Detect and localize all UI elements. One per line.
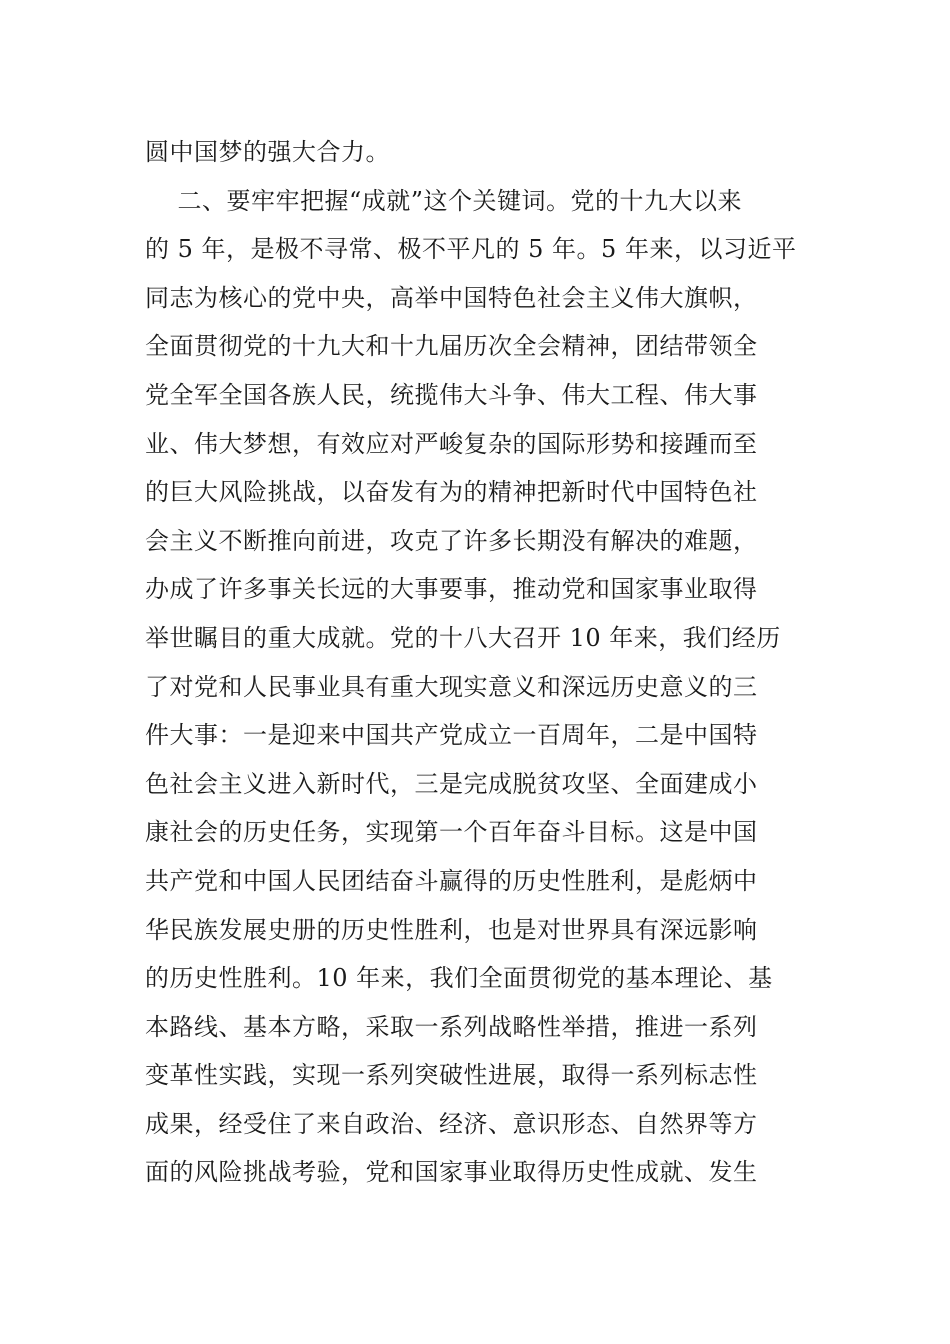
text-line: 会主义不断推向前进，攻克了许多长期没有解决的难题， bbox=[145, 526, 758, 555]
text-line: 变革性实践，实现一系列突破性进展，取得一系列标志性 bbox=[145, 1061, 758, 1090]
text-line: 色社会主义进入新时代，三是完成脱贫攻坚、全面建成小 bbox=[145, 769, 758, 798]
text-line: 同志为核心的党中央，高举中国特色社会主义伟大旗帜， bbox=[145, 283, 758, 312]
text-line: 了对党和人民事业具有重大现实意义和深远历史意义的三 bbox=[145, 672, 758, 701]
body-text bbox=[145, 128, 810, 1197]
text-line: 件大事：一是迎来中国共产党成立一百周年，二是中国特 bbox=[145, 721, 758, 750]
text-line: 党全军全国各族人民，统揽伟大斗争、伟大工程、伟大事 bbox=[145, 380, 758, 409]
text-line: 的巨大风险挑战，以奋发有为的精神把新时代中国特色社 bbox=[145, 478, 758, 507]
text-line: 成果，经受住了来自政治、经济、意识形态、自然界等方 bbox=[145, 1109, 758, 1138]
text-line: 本路线、基本方略，采取一系列战略性举措，推进一系列 bbox=[145, 1012, 758, 1041]
text-line: 的 5 年，是极不寻常、极不平凡的 5 年。5 年来，以习近平 bbox=[145, 235, 797, 264]
text-line: 面的风险挑战考验，党和国家事业取得历史性成就、发生 bbox=[145, 1158, 758, 1187]
text-line: 业、伟大梦想，有效应对严峻复杂的国际形势和接踵而至 bbox=[145, 429, 758, 458]
text-line: 二、要牢牢把握“成就”这个关键词。党的十九大以来 bbox=[145, 186, 743, 215]
text-line: 华民族发展史册的历史性胜利，也是对世界具有深远影响 bbox=[145, 915, 758, 944]
text-line: 圆中国梦的强大合力。 bbox=[145, 138, 390, 166]
text-line: 共产党和中国人民团结奋斗赢得的历史性胜利，是彪炳中 bbox=[145, 866, 758, 895]
text-line: 办成了许多事关长远的大事要事，推动党和国家事业取得 bbox=[145, 575, 758, 604]
text-line: 的历史性胜利。10 年来，我们全面贯彻党的基本理论、基 bbox=[145, 964, 773, 993]
text-line: 全面贯彻党的十九大和十九届历次全会精神，团结带领全 bbox=[145, 332, 758, 361]
text-line: 举世瞩目的重大成就。党的十八大召开 10 年来，我们经历 bbox=[145, 623, 781, 652]
text-line: 康社会的历史任务，实现第一个百年奋斗目标。这是中国 bbox=[145, 818, 758, 847]
